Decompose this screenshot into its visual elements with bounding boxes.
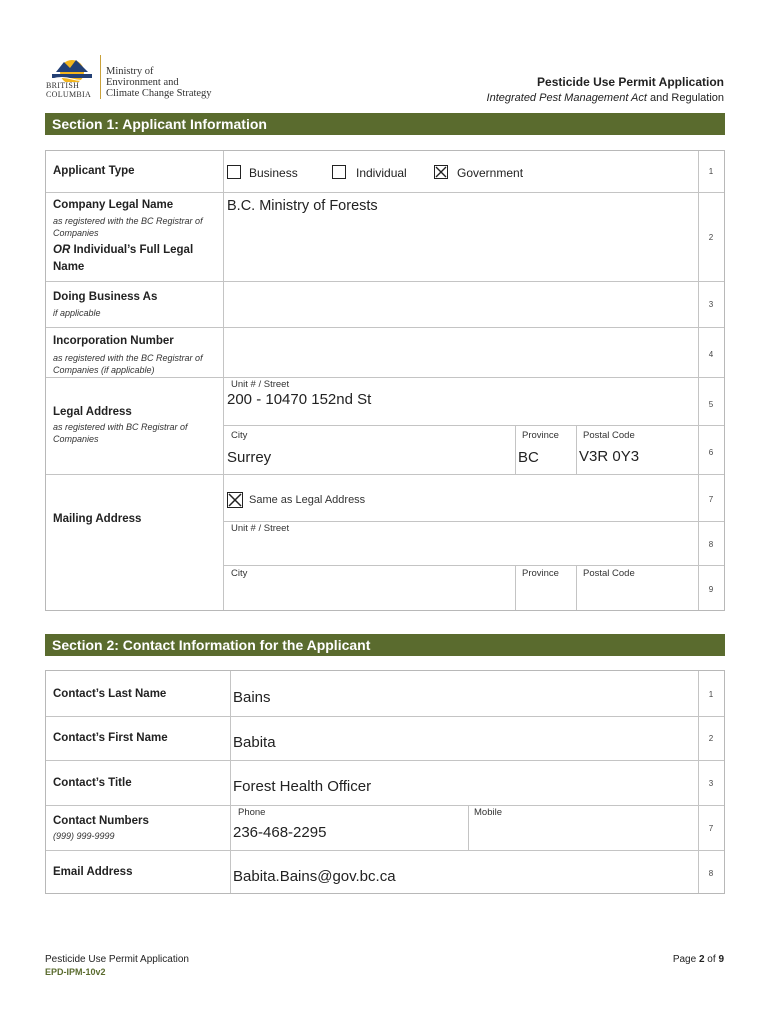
document-title: Pesticide Use Permit Application	[537, 75, 724, 89]
legal-name-label: Company Legal Name	[53, 199, 174, 211]
contact-title-field[interactable]: Forest Health Officer	[233, 778, 372, 795]
province-sublabel: Province	[522, 430, 559, 441]
checkmark-x-icon	[435, 166, 447, 178]
email-field[interactable]: Babita.Bains@gov.bc.ca	[233, 868, 396, 885]
row-number: 3	[708, 300, 714, 309]
business-checkbox-label: Business	[249, 166, 298, 180]
phone-sublabel: Phone	[238, 807, 266, 818]
logo-divider	[100, 55, 101, 99]
city-sublabel: City	[231, 568, 248, 579]
last-name-field[interactable]: Bains	[233, 689, 271, 706]
government-checkbox[interactable]	[434, 165, 448, 179]
row-number: 7	[708, 824, 714, 833]
document-subtitle: Integrated Pest Management Act and Regulation	[486, 92, 724, 104]
applicant-type-label: Applicant Type	[53, 165, 135, 177]
city-sublabel: City	[231, 430, 248, 441]
phone-format-note: (999) 999-9999	[53, 831, 115, 841]
legal-address-note: as registered with BC Registrar of Companies	[53, 422, 188, 444]
legal-name-note: as registered with the BC Registrar of Companies	[53, 216, 203, 238]
row-number: 4	[708, 350, 714, 359]
row-number: 1	[708, 690, 714, 699]
first-name-field[interactable]: Babita	[233, 734, 276, 751]
checkmark-x-icon	[228, 493, 242, 507]
section-2-header: Section 2: Contact Information for the Applicant	[45, 634, 725, 656]
row-number: 9	[708, 585, 714, 594]
legal-city-field[interactable]: Surrey	[227, 449, 272, 466]
mailing-address-label: Mailing Address	[53, 513, 142, 525]
section-1-header: Section 1: Applicant Information	[45, 113, 725, 135]
row-number: 8	[708, 540, 714, 549]
row-number: 2	[708, 734, 714, 743]
incorporation-note: as registered with the BC Registrar of Companies (if applicable)	[53, 353, 203, 375]
bc-wordmark: BRITISH COLUMBIA	[46, 81, 92, 99]
same-as-legal-label: Same as Legal Address	[249, 494, 366, 506]
email-label: Email Address	[53, 866, 133, 878]
government-checkbox-label: Government	[457, 166, 524, 180]
last-name-label: Contact’s Last Name	[53, 688, 167, 700]
phone-field[interactable]: 236-468-2295	[233, 824, 327, 841]
incorporation-label: Incorporation Number	[53, 335, 174, 347]
street-sublabel: Unit # / Street	[231, 523, 290, 534]
business-checkbox[interactable]	[227, 165, 241, 179]
row-number: 2	[708, 233, 714, 242]
postal-sublabel: Postal Code	[583, 430, 635, 441]
postal-sublabel: Postal Code	[583, 568, 635, 579]
legal-street-field[interactable]: 200 - 10470 152nd St	[227, 391, 372, 408]
dba-label: Doing Business As	[53, 291, 158, 303]
row-number: 8	[708, 869, 714, 878]
same-as-legal-checkbox[interactable]	[227, 492, 243, 508]
row-number: 1	[708, 167, 714, 176]
dba-note: if applicable	[53, 308, 101, 318]
individual-name-label: OR Individual’s Full Legal Name	[53, 244, 194, 273]
legal-address-label: Legal Address	[53, 406, 132, 418]
row-number: 3	[708, 779, 714, 788]
ministry-name: Ministry of Environment and Climate Change Strategy	[106, 66, 212, 99]
mobile-sublabel: Mobile	[474, 807, 502, 818]
legal-postal-field[interactable]: V3R 0Y3	[579, 448, 640, 465]
contact-info-table	[45, 670, 725, 894]
row-number: 6	[708, 448, 714, 457]
street-sublabel: Unit # / Street	[231, 379, 290, 390]
province-sublabel: Province	[522, 568, 559, 579]
legal-name-field[interactable]: B.C. Ministry of Forests	[227, 198, 378, 214]
bc-government-logo	[46, 52, 106, 82]
individual-checkbox[interactable]	[332, 165, 346, 179]
contact-title-label: Contact’s Title	[53, 777, 132, 789]
first-name-label: Contact’s First Name	[53, 732, 168, 744]
individual-checkbox-label: Individual	[356, 166, 407, 180]
row-number: 7	[708, 495, 714, 504]
legal-province-field[interactable]: BC	[518, 449, 539, 466]
applicant-info-table	[45, 150, 725, 611]
contact-numbers-label: Contact Numbers	[53, 815, 149, 827]
footer-form-code: EPD-IPM-10v2	[45, 967, 106, 977]
footer-page-number: Page 2 of 9	[672, 954, 724, 965]
row-number: 5	[708, 400, 714, 409]
footer-form-name: Pesticide Use Permit Application	[45, 954, 189, 965]
